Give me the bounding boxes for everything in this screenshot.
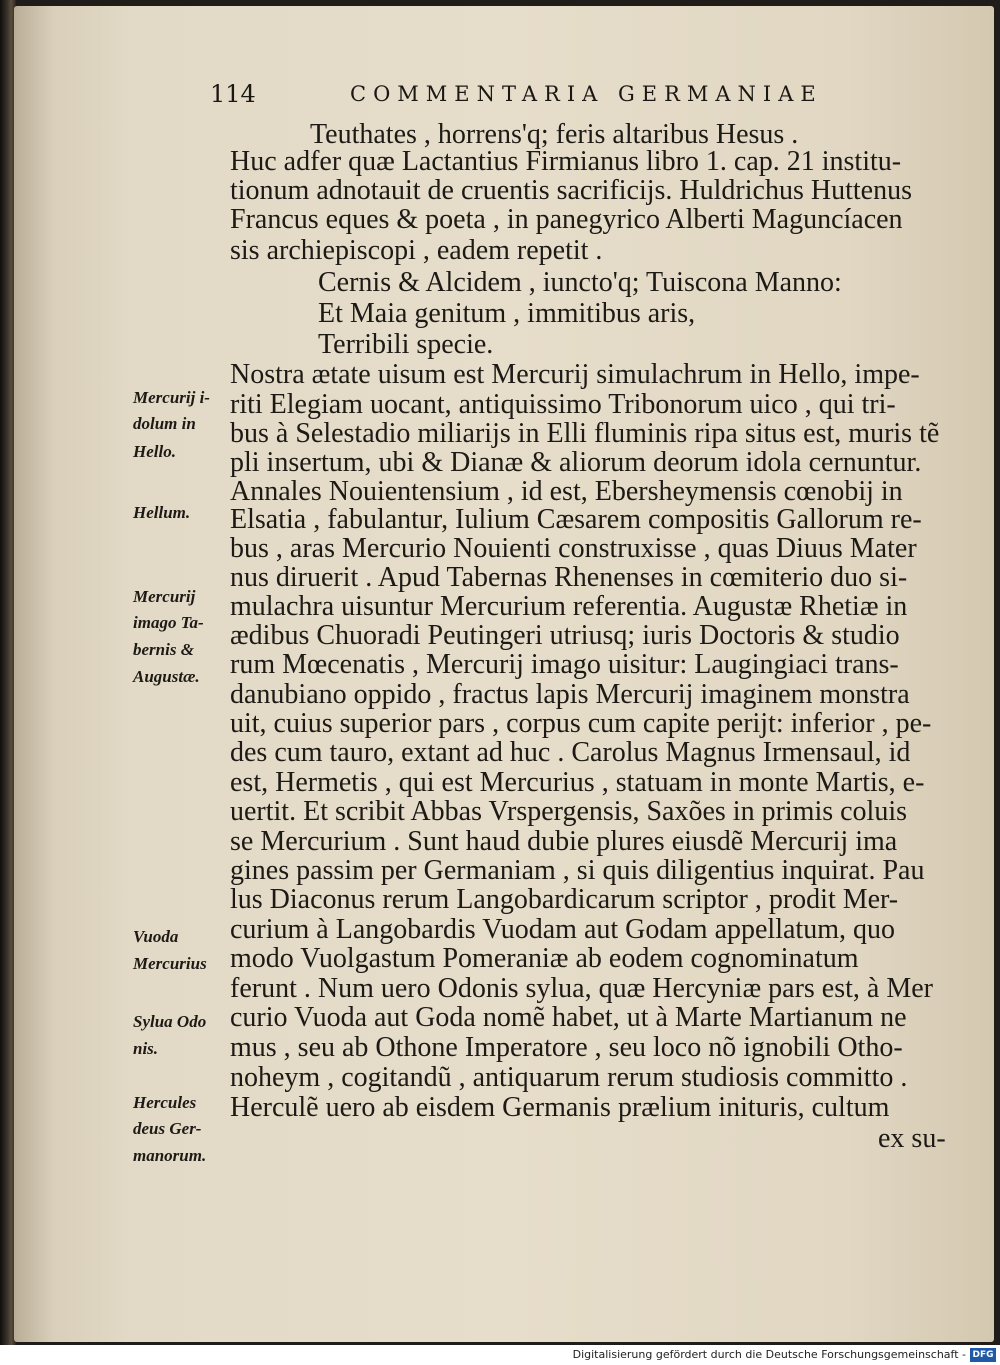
margin-note: Hercules [133, 1093, 197, 1112]
text-line: gines passim per Germaniam , si quis diligentius inquirat. Pau [230, 855, 925, 886]
text-line: Francus eques & poeta , in panegyrico Alberti Maguncíacen [230, 204, 903, 235]
text-line: curium à Langobardis Vuodam aut Godam appellatum, quo [230, 914, 895, 945]
text-line: Nostra ætate uisum est Mercurij simulachrum in Hello, impe- [230, 359, 920, 390]
text-line: sis archiepiscopi , eadem repetit . [230, 235, 603, 266]
text-line: nus diruerit . Apud Tabernas Rhenenses in cœmiterio duo si- [230, 562, 908, 593]
dfg-logo: DFG [970, 1348, 996, 1362]
text-line: se Mercurium . Sunt haud dubie plures eiusdẽ Mercurij ima [230, 826, 898, 857]
text-line: lus Diaconus rerum Langobardicarum scriptor , prodit Mer- [230, 884, 899, 915]
page-number: 114 [210, 80, 256, 108]
margin-note: dolum in [133, 414, 196, 433]
text-line: bus à Selestadio miliarijs in Elli fluminis ripa situs est, muris tẽ [230, 418, 940, 449]
text-line: Terribili specie. [318, 329, 494, 360]
margin-note: bernis & [133, 640, 194, 659]
margin-note: nis. [133, 1039, 159, 1058]
text-line: Huc adfer quæ Lactantius Firmianus libro 1. cap. 21 institu- [230, 146, 902, 177]
text-line: riti Elegiam uocant, antiquissimo Tribonorum uico , qui tri- [230, 389, 896, 420]
text-line: modo Vuolgastum Pomeraniæ ab eodem cognominatum [230, 943, 859, 974]
margin-note: Vuoda [133, 927, 179, 946]
margin-note: Hellum. [133, 503, 191, 522]
running-head [210, 78, 850, 112]
text-line: mus , seu ab Othone Imperatore , seu loco nõ ignobili Otho- [230, 1032, 903, 1063]
text-line: danubiano oppido , fractus lapis Mercurij imaginem monstra [230, 679, 910, 710]
text-line: est, Hermetis , qui est Mercurius , statuam in monte Martis, e- [230, 767, 925, 798]
text-line: uertit. Et scribit Abbas Vrspergensis, Saxões in primis coluis [230, 796, 908, 827]
margin-note: Mercurij [133, 587, 196, 606]
running-title: COMMENTARIA GERMANIAE [350, 82, 823, 106]
text-line: des cum tauro, extant ad huc . Carolus Magnus Irmensaul, id [230, 737, 911, 768]
text-line: Teuthates , horrens'q; feris altaribus Hesus . [310, 119, 799, 150]
footer-credit: Digitalisierung gefördert durch die Deutsche Forschungsgemeinschaft - [572, 1348, 966, 1361]
text-line: rum Mœcenatis , Mercurij imago uisitur: Laugingiaci trans- [230, 649, 899, 680]
text-line: uit, cuius superior pars , corpus cum capite perijt: inferior , pe- [230, 708, 932, 739]
text-line: Herculẽ uero ab eisdem Germanis prælium inituris, cultum [230, 1092, 890, 1123]
text-line: ædibus Chuoradi Peutingeri utriusq; iuris Doctoris & studio [230, 620, 900, 651]
text-line: noheym , cogitandũ , antiquarum rerum studiosis committo . [230, 1062, 908, 1093]
margin-note: imago Ta- [133, 613, 204, 632]
margin-note: Sylua Odo [133, 1012, 207, 1031]
text-line: tionum adnotauit de cruentis sacrificijs. Huldrichus Huttenus [230, 175, 912, 206]
footer-bar [0, 1345, 1000, 1365]
margin-note: Augustæ. [133, 667, 200, 686]
margin-note: manorum. [133, 1146, 207, 1165]
text-line: Annales Nouientensium , id est, Ebersheymensis cœnobij in [230, 476, 903, 507]
text-line: pli insertum, ubi & Dianæ & aliorum deorum idola cernuntur. [230, 447, 922, 478]
text-line: curio Vuoda aut Goda nomẽ habet, ut à Marte Martianum ne [230, 1002, 907, 1033]
text-line: ex su- [878, 1123, 946, 1154]
text-line: bus , aras Mercurio Nouienti construxisse , quas Diuus Mater [230, 533, 917, 564]
margin-note: Hello. [133, 442, 176, 461]
margin-note: Mercurius [133, 954, 207, 973]
text-line: ferunt . Num uero Odonis sylua, quæ Hercyniæ pars est, à Mer [230, 973, 933, 1004]
text-line: mulachra uisuntur Mercurium referentia. Augustæ Rhetiæ in [230, 591, 908, 622]
text-line: Cernis & Alcidem , iuncto'q; Tuiscona Manno: [318, 267, 842, 298]
margin-note: Mercurij i- [133, 388, 210, 407]
margin-note: deus Ger- [133, 1119, 202, 1138]
text-line: Elsatia , fabulantur, Iulium Cæsarem compositis Gallorum re- [230, 504, 922, 535]
text-line: Et Maia genitum , immitibus aris, [318, 298, 696, 329]
